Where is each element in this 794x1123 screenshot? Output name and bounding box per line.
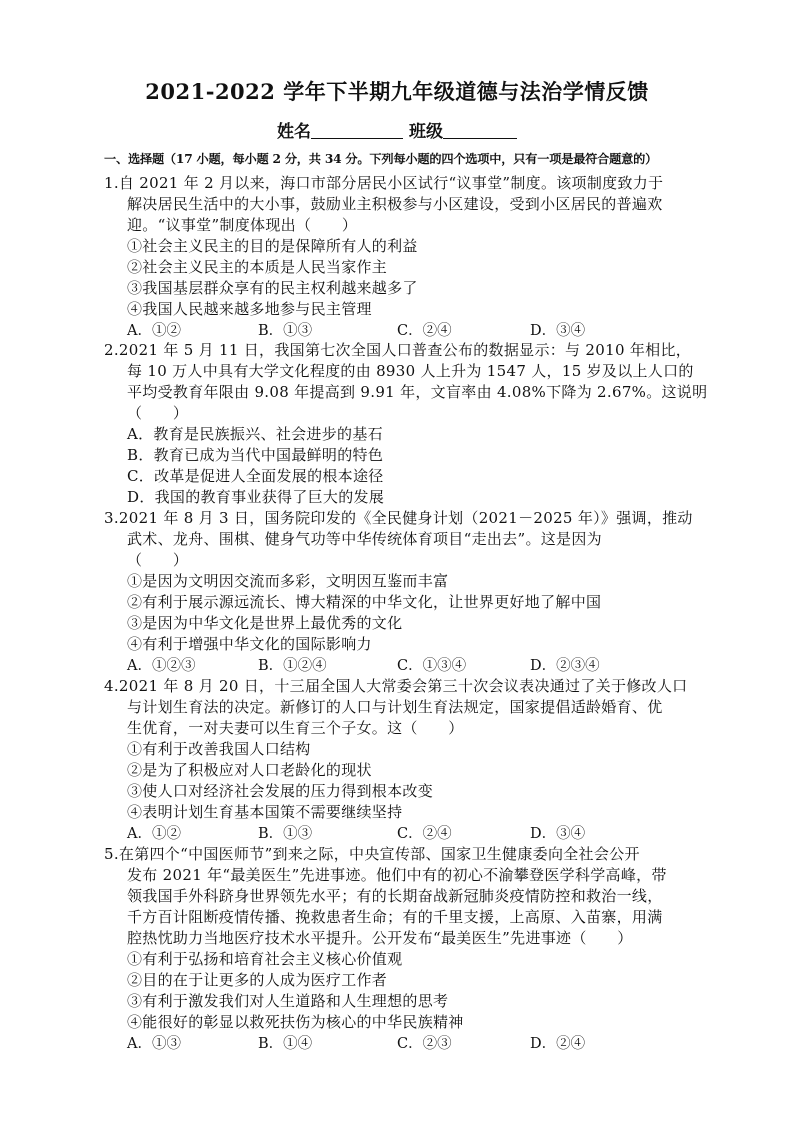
- exam-title: 2021-2022 学年下半期九年级道德与法治学情反馈: [145, 79, 649, 104]
- option-b[interactable]: B．教育已成为当代中国最鲜明的特色: [127, 446, 384, 464]
- question-line: 武术、龙舟、围棋、健身气功等中华传统体育项目“走出去”。这是因为: [127, 530, 602, 548]
- statement: ①是因为文明因交流而多彩，文明因互鉴而丰富: [127, 572, 449, 590]
- statement: ③有利于激发我们对人生道路和人生理想的思考: [127, 992, 449, 1010]
- option-c[interactable]: C．②③: [397, 1036, 452, 1052]
- option-c[interactable]: C．改革是促进人全面发展的根本途径: [127, 467, 384, 485]
- question-line: 领我国手外科跻身世界领先水平；有的长期奋战新冠肺炎疫情防控和救治一线，: [127, 887, 663, 905]
- question-line: 发布 2021 年“最美医生”先进事迹。他们中有的初心不渝攀登医学科学高峰，带: [127, 866, 667, 884]
- class-label: 班级: [409, 122, 443, 142]
- question-line: 解决居民生活中的大小事，鼓励业主积极参与小区建设，受到小区居民的普遍欢: [127, 195, 663, 213]
- statement: ④有利于增强中华文化的国际影响力: [127, 635, 372, 653]
- question-line: （ ）: [127, 551, 189, 569]
- question-line: 腔热忱助力当地医疗技术水平提升。公开发布“最美医生”先进事迹（ ）: [127, 929, 633, 947]
- statement: ①社会主义民主的目的是保障所有人的利益: [127, 237, 418, 255]
- statement: ④我国人民越来越多地参与民主管理: [127, 300, 372, 318]
- option-b[interactable]: B．①③: [258, 826, 313, 842]
- option-a[interactable]: A．①③: [127, 1036, 181, 1052]
- question-line: 1.自 2021 年 2 月以来，海口市部分居民小区试行“议事堂”制度。该项制度致力于: [104, 174, 664, 192]
- question-line: 千方百计阻断疫情传播、挽救患者生命；有的千里支援，上高原、入苗寨，用满: [127, 908, 663, 926]
- statement: ④能很好的彰显以救死扶伤为核心的中华民族精神: [127, 1013, 464, 1031]
- question-line: 2.2021 年 5 月 11 日，我国第七次全国人口普查公布的数据显示：与 2010 年相比，: [104, 341, 692, 359]
- option-d[interactable]: D．②③④: [530, 658, 600, 674]
- question-line: 生优育，一对夫妻可以生育三个子女。这（ ）: [127, 719, 464, 737]
- question-line: 5.在第四个“中国医师节”到来之际，中央宣传部、国家卫生健康委向全社会公开: [104, 845, 640, 863]
- option-d[interactable]: D．我国的教育事业获得了巨大的发展: [127, 488, 385, 506]
- statement: ③使人口对经济社会发展的压力得到根本改变: [127, 782, 434, 800]
- question-line: 与计划生育法的决定。新修订的人口与计划生育法规定，国家提倡适龄婚育、优: [127, 698, 663, 716]
- question-line: 平均受教育年限由 9.08 年提高到 9.91 年，文盲率由 4.08%下降为 2.67%。这说明: [127, 383, 708, 401]
- option-a[interactable]: A．①②: [127, 826, 181, 842]
- option-b[interactable]: B．①②④: [258, 658, 327, 674]
- name-blank[interactable]: [311, 122, 403, 139]
- statement: ②社会主义民主的本质是人民当家作主: [127, 258, 388, 276]
- statement: ①有利于改善我国人口结构: [127, 740, 311, 758]
- option-d[interactable]: D．③④: [530, 826, 586, 842]
- option-d[interactable]: D．③④: [530, 323, 586, 339]
- option-a[interactable]: A．教育是民族振兴、社会进步的基石: [127, 425, 383, 443]
- option-c[interactable]: C．②④: [397, 323, 452, 339]
- name-class-row: [0, 117, 794, 142]
- statement: ②是为了积极应对人口老龄化的现状: [127, 761, 372, 779]
- statement: ①有利于弘扬和培育社会主义核心价值观: [127, 950, 403, 968]
- class-blank[interactable]: [443, 122, 517, 139]
- option-a[interactable]: A．①②③: [127, 658, 196, 674]
- statement: ③我国基层群众享有的民主权利越来越多了: [127, 279, 418, 297]
- statement: ③是因为中华文化是世界上最优秀的文化: [127, 614, 403, 632]
- statement: ②有利于展示源远流长、博大精深的中华文化，让世界更好地了解中国: [127, 593, 602, 611]
- question-line: 迎。“议事堂”制度体现出（ ）: [127, 216, 358, 234]
- option-c[interactable]: C．②④: [397, 826, 452, 842]
- section-header: 一、选择题（17 小题，每小题 2 分，共 34 分。下列每小题的四个选项中，只有一项是最符合题意的）: [104, 152, 658, 166]
- question-line: 3.2021 年 8 月 3 日，国务院印发的《全民健身计划（2021－2025 年）》强调，推动: [104, 509, 693, 527]
- option-c[interactable]: C．①③④: [397, 658, 467, 674]
- statement: ④表明计划生育基本国策不需要继续坚持: [127, 803, 403, 821]
- question-line: 4.2021 年 8 月 20 日，十三届全国人大常委会第三十次会议表决通过了关于修改人口: [104, 677, 688, 695]
- question-line: （ ）: [127, 404, 189, 422]
- question-line: 每 10 万人中具有大学文化程度的由 8930 人上升为 1547 人，15 岁及以上人口的: [127, 362, 694, 380]
- option-b[interactable]: B．①④: [258, 1036, 313, 1052]
- option-b[interactable]: B．①③: [258, 323, 313, 339]
- option-a[interactable]: A．①②: [127, 323, 181, 339]
- name-label: 姓名: [277, 122, 311, 142]
- option-d[interactable]: D．②④: [530, 1036, 586, 1052]
- statement: ②目的在于让更多的人成为医疗工作者: [127, 971, 388, 989]
